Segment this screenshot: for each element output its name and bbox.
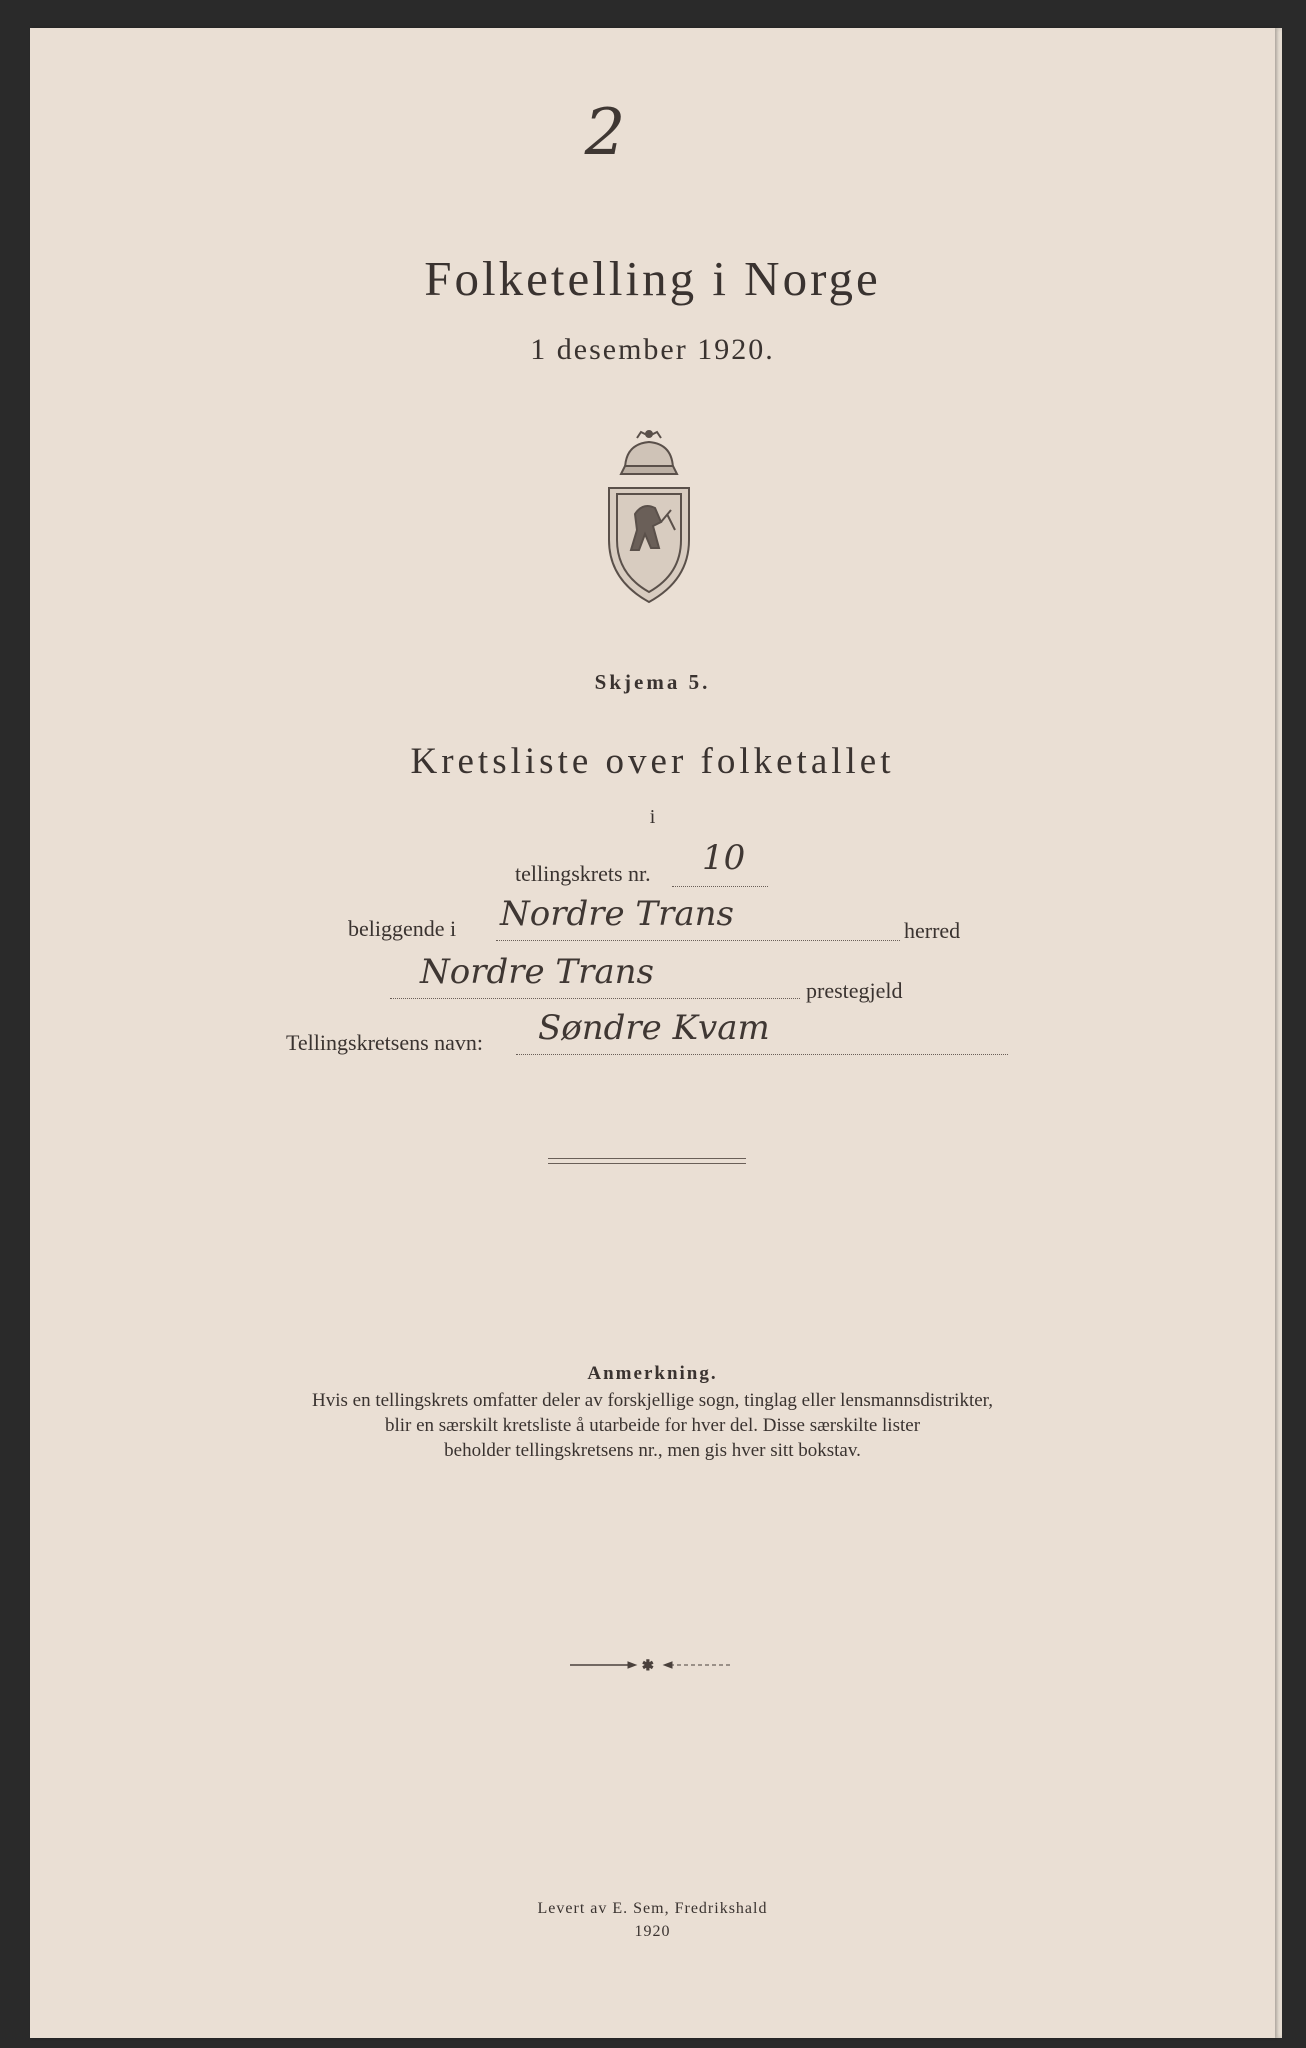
district-name-label: Tellingskretsens navn: xyxy=(286,1030,484,1055)
ornament-divider-icon xyxy=(570,1658,730,1672)
printer-year: 1920 xyxy=(634,1923,671,1940)
connector-word: i xyxy=(649,806,656,828)
form-title: Kretsliste over folketallet xyxy=(410,741,895,782)
municipality-suffix: herred xyxy=(904,918,961,943)
note-line: blir en særskilt kretsliste å utarbeide for hver del. Disse særskilte lister xyxy=(384,1415,921,1436)
note-line: beholder tellingskretsens nr., men gis hver sitt bokstav. xyxy=(444,1440,861,1461)
schema-label: Skjema 5. xyxy=(594,670,711,694)
district-name-value: Søndre Kvam xyxy=(538,1008,770,1048)
municipality-prefix: beliggende i xyxy=(348,916,457,941)
parish-value: Nordre Trans xyxy=(420,952,654,992)
svg-text:✱: ✱ xyxy=(642,1658,654,1672)
district-number-value: 10 xyxy=(702,838,746,878)
coat-of-arms-icon xyxy=(597,430,701,608)
page-subtitle: 1 desember 1920. xyxy=(530,333,775,366)
printer-credit: Levert av E. Sem, Fredrikshald xyxy=(537,1900,768,1917)
district-number-label: tellingskrets nr. xyxy=(515,861,651,886)
page-title: Folketelling i Norge xyxy=(424,251,881,306)
note-line: Hvis en tellingskrets omfatter deler av forskjellige sogn, tinglag eller lensmannsdistrikter, xyxy=(312,1390,993,1411)
section-divider xyxy=(548,1158,746,1164)
municipality-value: Nordre Trans xyxy=(500,894,734,934)
district-name-line xyxy=(516,1054,1008,1055)
parish-suffix: prestegjeld xyxy=(806,978,903,1003)
district-number-line xyxy=(672,886,768,887)
municipality-line xyxy=(496,940,900,941)
census-form-page xyxy=(30,28,1275,2038)
parish-line xyxy=(390,998,800,999)
note-heading: Anmerkning. xyxy=(587,1363,718,1384)
page-number: 2 xyxy=(584,96,626,170)
